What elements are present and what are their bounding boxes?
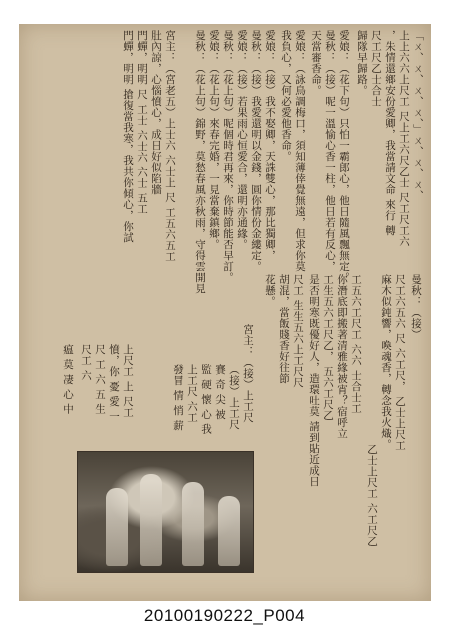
text-column: 你潛底即搬著清雅緣被宵？宿呼立 [336,274,348,439]
text-column: 工五六工尺工 六六 士合士工 [350,274,362,414]
text-column: 瘟 莫 凄 心 中 [62,344,74,415]
text-column: 憤，你 憂 愛 一 [108,344,120,422]
text-column: 賽 奇 尖 被 [214,364,226,420]
text-column: 天當審香命。 [310,30,322,96]
text-column: 麻木似鈍響，喚魂香，轉念我火熾。 [380,274,392,450]
text-column: 「ㄨ、ㄨ、ㄨ、ㄨ、」ㄨ、ㄨ、ㄨ、 [412,30,424,201]
text-column: 肚內諒，心惱憤心，成日好似陷牆 [150,30,162,195]
dialogue-line: 愛娘：（接）我不娶卿，天誅雙心，那比獨卿， [264,30,276,261]
dialogue-line: 愛娘：（花下句）只怕一霸郎心，他日隨風飄無定。 [338,30,350,283]
text-column: 門蟬，明明 尺 工士 六士六 六士 五工 [136,30,148,215]
text-column: （接）上工尺 [228,364,240,430]
text-column: 我負心，又何必愛他香命。 [280,30,292,162]
text-column: 是否明寒既優好人，造環吐莫 請到貼近成日 [308,274,320,487]
text-column: 花懸。 [264,274,276,307]
stage-photo [77,451,254,573]
performer-figure [218,496,240,566]
text-column: 上尺工 上 尺工 [122,344,134,418]
performer-figure [140,474,162,566]
performer-figure [182,482,204,566]
text-column: 發冒 情 悄 薪 [172,364,184,431]
text-column: 工生五六工尺乙， 五六工尺乙 [322,274,334,421]
text-column: 尺工 生生五六上工尺尺 [292,274,304,388]
scanned-page [19,24,431,601]
text-column: 尺 工 六 五 生 [94,344,106,415]
dialogue-line: 愛娘：（接）若果雨心恒愛合，還明亦通緣。 [236,30,248,250]
dialogue-line: 曼秋：（接）呢一溫愉心香一柱，他日若有反心， [324,30,336,272]
text-column: 監 硬 懷 心 我 [200,364,212,435]
dialogue-line: 宮主：（接）上工尺 [242,324,254,423]
text-column: 上工尺 六工 [186,364,198,423]
dialogue-line: 曼秋：（花上句）呢個時君再來，你時節能否早訂。 [222,30,234,283]
text-column: 尺工 六 [80,344,92,381]
text-column: ，朱情還鄉安份愛卿，我當請文命 來行 轉 [384,30,396,236]
dialogue-line: 宮主：（宮老五）上士六 六士上 尺 工五六五工 [164,30,176,262]
dialogue-line: 曼秋：（接） [410,274,422,340]
dialogue-line: 愛娘：（詠鳥調梅口，須知薄倖覺無遠，但求你莫 [294,30,306,272]
image-caption: 20100190222_P004 [143,606,306,625]
dialogue-line: 曼秋：（接）我愛還明以金錢，圓你情份金縷定。 [250,30,262,272]
text-column: 門蟬，明明 搶復當我寒，我共你傾心，你試 [122,30,134,243]
dialogue-line: 愛娘：（花上句）來春完婚，一見當棄鎮鄉。 [208,30,220,250]
text-column: 胡混，當飯賤香好往節 [278,274,290,384]
text-column: 尺工尺乙士合士 [370,30,382,107]
dialogue-line: 曼秋：（花上句）錦野，莫愁春風亦秋雨，守得雲開見 [194,30,206,294]
performer-figure [106,488,128,566]
text-column: 乙士上尺工 六工尺乙 [366,444,378,547]
text-column: 歸隊早歸路。 [356,30,368,96]
text-column: 尺工六五六 尺 六工尺， 乙士上尺工 [394,274,406,451]
text-column: 上上六六上尺工 尺上工六尺乙士 尺工尺工六 [398,30,410,247]
